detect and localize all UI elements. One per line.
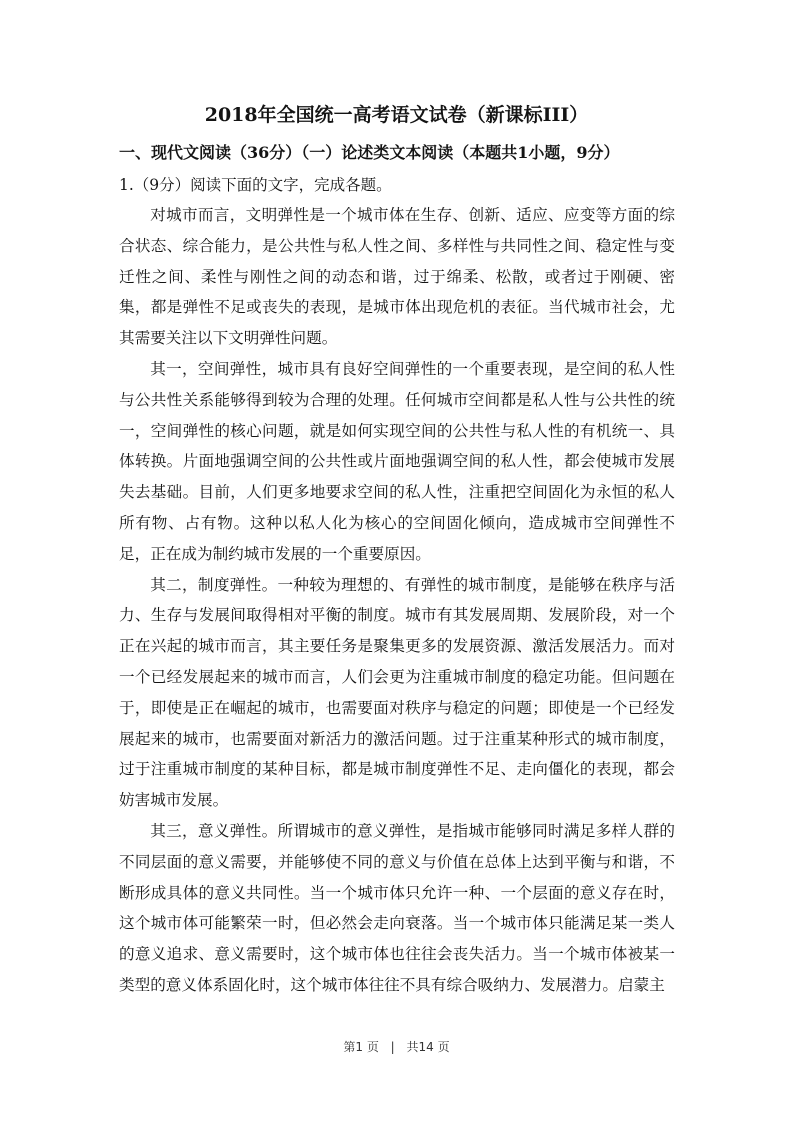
passage-paragraph: 对城市而言，文明弹性是一个城市体在生存、创新、适应、应变等方面的综合状态、综合能力，是公共性与私人性之间、多样性与共同性之间、稳定性与变迁性之间、柔性与刚性之间的动态和谐，过于绵柔、松散，或者过于刚硬、密集，都是弹性不足或丧失的表现，是城市体出现危机的表征。当代城市社会，尤其需要关注以下文明弹性问题。 bbox=[119, 206, 675, 348]
page-total: 共14 页 bbox=[406, 1040, 450, 1054]
passage-paragraph: 其一，空间弹性，城市具有良好空间弹性的一个重要表现，是空间的私人性与公共性关系能够得到较为合理的处理。任何城市空间都是私人性与公共性的统一，空间弹性的核心问题，就是如何实现空间的公共性与私人性的有机统一、具体转换。片面地强调空间的公共性或片面地强调空间的私人性，都会使城市发展失去基础。目前，人们更多地要求空间的私人性，注重把空间固化为永恒的私人所有物、占有物。这种以私人化为核心的空间固化倾向，造成城市空间弹性不足，正在成为制约城市发展的一个重要原因。 bbox=[119, 359, 675, 563]
page-footer bbox=[0, 1037, 793, 1057]
passage-paragraph: 其三，意义弹性。所谓城市的意义弹性，是指城市能够同时满足多样人群的不同层面的意义需要，并能够使不同的意义与价值在总体上达到平衡与和谐，不断形成具体的意义共同性。当一个城市体只允许一种、一个层面的意义存在时，这个城市体可能繁荣一时，但必然会走向衰落。当一个城市体只能满足某一类人的意义追求、意义需要时，这个城市体也往往会丧失活力。当一个城市体被某一类型的意义体系固化时，这个城市体往往不具有综合吸纳力、发展潜力。启蒙主 bbox=[119, 821, 675, 994]
passage-paragraph: 其二，制度弹性。一种较为理想的、有弹性的城市制度，是能够在秩序与活力、生存与发展间取得相对平衡的制度。城市有其发展周期、发展阶段，对一个正在兴起的城市而言，其主要任务是聚集更多的发展资源、激活发展活力。而对一个已经发展起来的城市而言，人们会更为注重城市制度的稳定功能。但问题在于，即使是正在崛起的城市，也需要面对秩序与稳定的问题；即使是一个已经发展起来的城市，也需要面对新活力的激活问题。过于注重某种形式的城市制度，过于注重城市制度的某种目标，都是城市制度弹性不足、走向僵化的表现，都会妨害城市发展。 bbox=[119, 575, 675, 810]
page-number: 第1 页 bbox=[343, 1040, 379, 1054]
question-prompt: 1.（9分）阅读下面的文字，完成各题。 bbox=[119, 176, 392, 194]
footer-separator: | bbox=[390, 1040, 395, 1054]
reading-passage bbox=[119, 200, 675, 1001]
section-heading: 一、现代文阅读（36分）（一）论述类文本阅读（本题共1小题，9分） bbox=[119, 143, 620, 162]
document-title: 2018年全国统一高考语文试卷（新课标III） bbox=[204, 104, 589, 126]
